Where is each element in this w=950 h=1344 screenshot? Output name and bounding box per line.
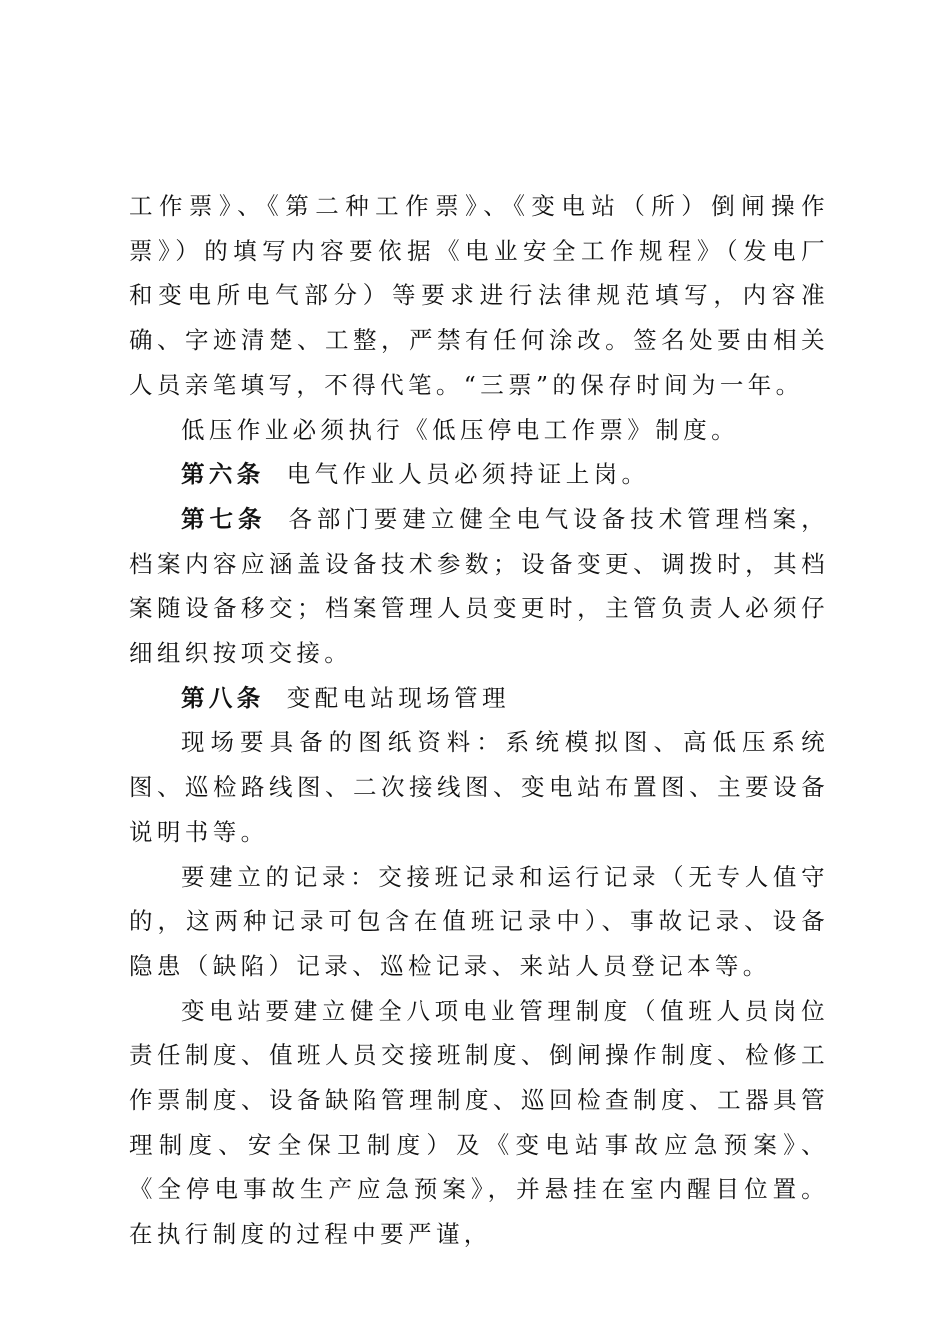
paragraph-systems [129,989,829,1257]
article-heading: 第七条 [181,504,267,533]
article-heading: 第六条 [181,460,265,489]
document-page [129,184,829,1257]
paragraph-text: 现场要具备的图纸资料：系统模拟图、高低压系统图、巡检路线图、二次接线图、变电站布置图、主要设备说明书等。 [129,728,829,846]
article-heading: 第八条 [181,683,265,712]
article-7 [129,497,829,676]
article-8 [129,676,829,721]
paragraph-text: 要建立的记录：交接班记录和运行记录（无专人值守的，这两种记录可包含在值班记录中）、事故记录、设备隐患（缺陷）记录、巡检记录、来站人员登记本等。 [129,862,829,980]
article-text: 变配电站现场管理 [286,683,510,712]
paragraph-records [129,855,829,989]
article-text: 电气作业人员必须持证上岗。 [286,460,650,489]
paragraph-drawings [129,720,829,854]
paragraph-low-voltage [129,408,829,453]
paragraph-continuation [129,184,829,408]
paragraph-text: 变电站要建立健全八项电业管理制度（值班人员岗位责任制度、值班人员交接班制度、倒闸操作制度、检修工作票制度、设备缺陷管理制度、巡回检查制度、工器具管理制度、安全保卫制度）及《变电站事故应急预案》、《全停电事故生产应急预案》，并悬挂在室内醒目位置。在执行制度的过程中要严谨， [129,996,829,1249]
article-6 [129,452,829,497]
paragraph-text: 低压作业必须执行《低压停电工作票》制度。 [181,415,739,444]
paragraph-text: 工作票》、《第二种工作票》、《变电站（所）倒闸操作票》）的填写内容要依据《电业安全工作规程》（发电厂和变电所电气部分）等要求进行法律规范填写，内容准确、字迹清楚、工整，严禁有任何涂改。签名处要由相关人员亲笔填写，不得代笔。“三票”的保存时间为一年。 [129,192,829,399]
article-text: 各部门要建立健全电气设备技术管理档案，档案内容应涵盖设备技术参数；设备变更、调拨时，其档案随设备移交；档案管理人员变更时，主管负责人必须仔细组织按项交接。 [129,504,829,668]
